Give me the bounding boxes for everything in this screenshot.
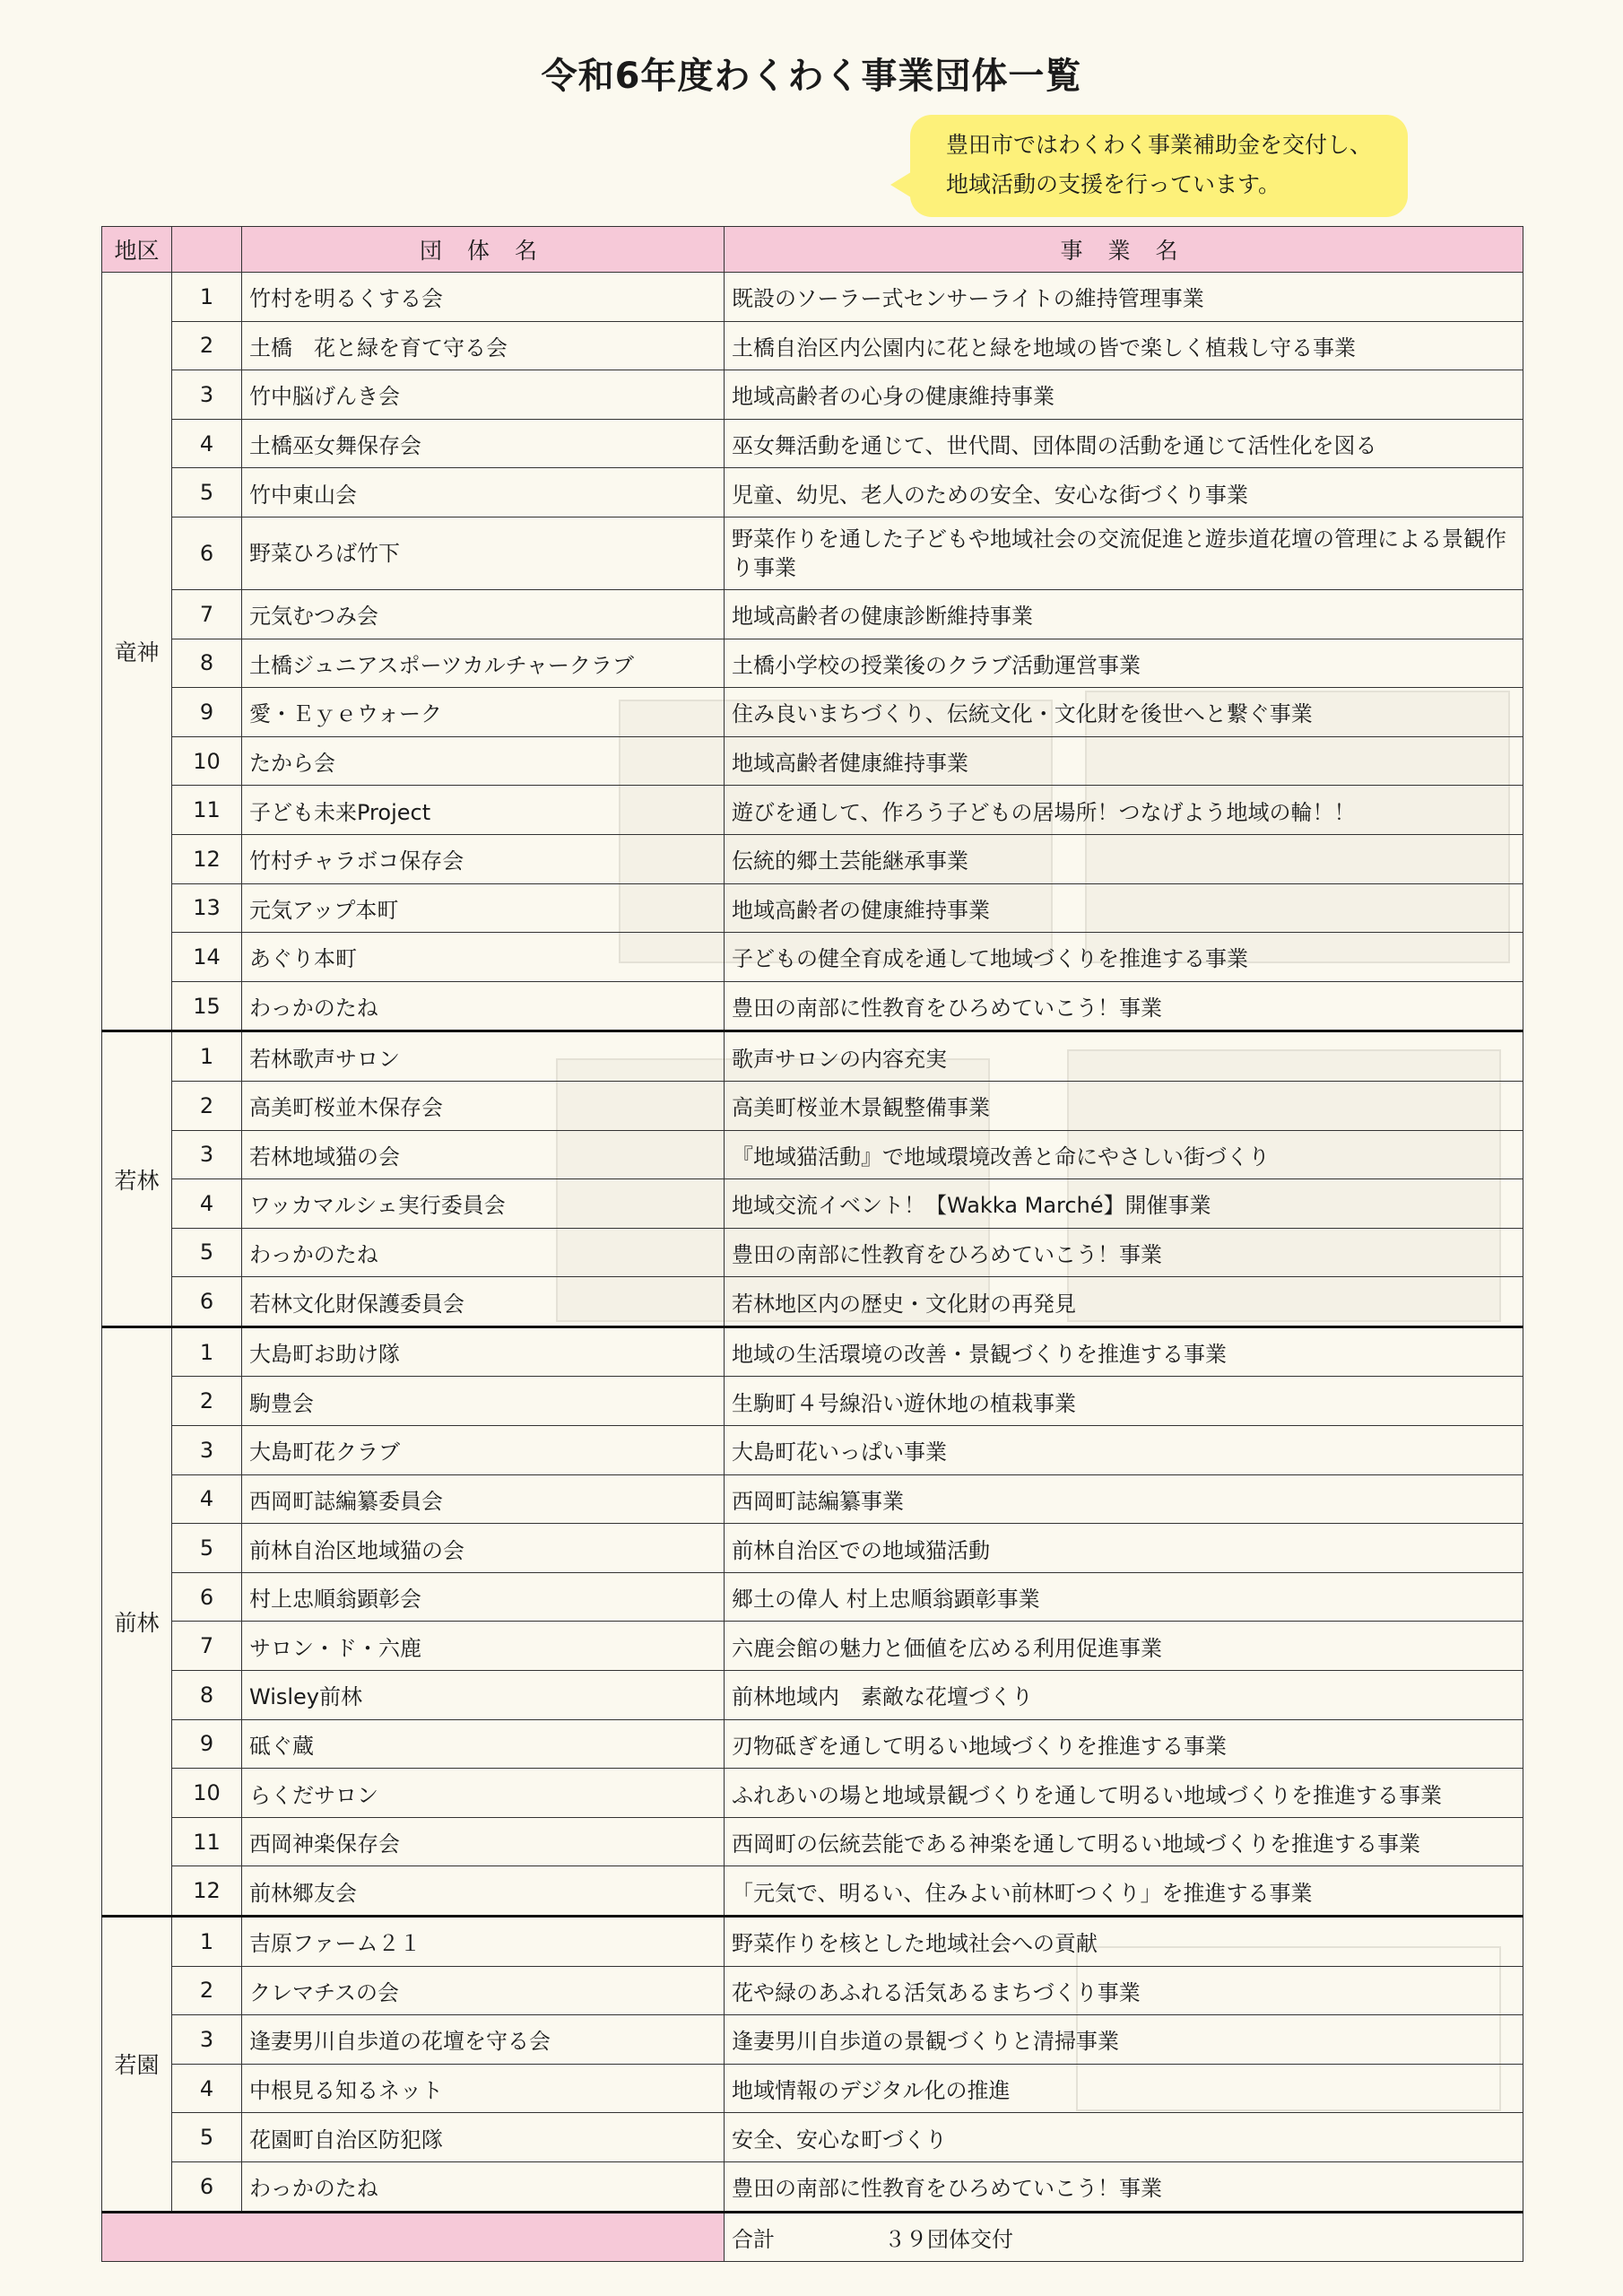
table-row bbox=[102, 1622, 1523, 1671]
row-number: 1 bbox=[172, 1917, 242, 1967]
project-name: 野菜作りを通した子どもや地域社会の交流促進と遊歩道花壇の管理による景観作り事業 bbox=[725, 517, 1523, 589]
row-number: 6 bbox=[172, 517, 242, 589]
row-number: 8 bbox=[172, 1671, 242, 1720]
project-name: 地域交流イベント！【Wakka Marché】開催事業 bbox=[725, 1179, 1523, 1229]
group-table bbox=[101, 226, 1523, 2262]
table-row bbox=[102, 1377, 1523, 1426]
project-name: 土橋自治区内公園内に花と緑を地域の皆で楽しく植栽し守る事業 bbox=[725, 321, 1523, 370]
row-number: 12 bbox=[172, 834, 242, 883]
row-number: 1 bbox=[172, 273, 242, 322]
header-number bbox=[172, 227, 242, 273]
header-area: 地区 bbox=[102, 227, 172, 273]
group-name: 元気むつみ会 bbox=[242, 589, 725, 639]
total-label: 合計 bbox=[732, 2226, 775, 2252]
row-number: 8 bbox=[172, 639, 242, 688]
table-row bbox=[102, 1719, 1523, 1769]
group-name: 花園町自治区防犯隊 bbox=[242, 2113, 725, 2162]
table-header-row bbox=[102, 227, 1523, 273]
group-name: 若林歌声サロン bbox=[242, 1031, 725, 1082]
group-name: 大島町お助け隊 bbox=[242, 1326, 725, 1377]
table-row bbox=[102, 1917, 1523, 1967]
group-name: 村上忠順翁顕彰会 bbox=[242, 1572, 725, 1622]
table-row bbox=[102, 1031, 1523, 1082]
group-name: 土橋ジュニアスポーツカルチャークラブ bbox=[242, 639, 725, 688]
row-number: 14 bbox=[172, 933, 242, 982]
project-name: 西岡町の伝統芸能である神楽を通して明るい地域づくりを推進する事業 bbox=[725, 1817, 1523, 1866]
group-name: 元気アップ本町 bbox=[242, 883, 725, 933]
table-row bbox=[102, 1572, 1523, 1622]
group-name: クレマチスの会 bbox=[242, 1966, 725, 2015]
total-blank bbox=[102, 2212, 725, 2261]
project-name: 「元気で、明るい、住みよい前林町つくり」を推進する事業 bbox=[725, 1866, 1523, 1917]
row-number: 5 bbox=[172, 1228, 242, 1277]
district-cell: 若林 bbox=[102, 1031, 172, 1327]
project-name: 地域高齢者の健康維持事業 bbox=[725, 883, 1523, 933]
project-name: 前林自治区での地域猫活動 bbox=[725, 1524, 1523, 1573]
table-row bbox=[102, 321, 1523, 370]
row-number: 15 bbox=[172, 981, 242, 1031]
table-row bbox=[102, 1671, 1523, 1720]
project-name: 児童、幼児、老人のための安全、安心な街づくり事業 bbox=[725, 468, 1523, 517]
bubble-line-2: 地域活動の支援を行っています。 bbox=[946, 171, 1281, 197]
group-name: 西岡神楽保存会 bbox=[242, 1817, 725, 1866]
project-name: 地域高齢者健康維持事業 bbox=[725, 736, 1523, 786]
row-number: 3 bbox=[172, 1130, 242, 1179]
table-row bbox=[102, 736, 1523, 786]
group-name: あぐり本町 bbox=[242, 933, 725, 982]
table-row bbox=[102, 1130, 1523, 1179]
row-number: 10 bbox=[172, 736, 242, 786]
district-cell: 竜神 bbox=[102, 273, 172, 1031]
row-number: 5 bbox=[172, 468, 242, 517]
project-name: 六鹿会館の魅力と価値を広める利用促進事業 bbox=[725, 1622, 1523, 1671]
total-value: ３９団体交付 bbox=[884, 2226, 1013, 2252]
row-number: 1 bbox=[172, 1031, 242, 1082]
group-name: 竹村を明るくする会 bbox=[242, 273, 725, 322]
project-name: 生駒町４号線沿い遊休地の植栽事業 bbox=[725, 1377, 1523, 1426]
table-row bbox=[102, 517, 1523, 589]
project-name: 既設のソーラー式センサーライトの維持管理事業 bbox=[725, 273, 1523, 322]
table-row bbox=[102, 1326, 1523, 1377]
row-number: 11 bbox=[172, 786, 242, 835]
group-name: 愛・Ｅｙｅウォーク bbox=[242, 688, 725, 737]
table-row bbox=[102, 688, 1523, 737]
table-row bbox=[102, 2161, 1523, 2212]
group-name: 大島町花クラブ bbox=[242, 1426, 725, 1475]
table-row bbox=[102, 933, 1523, 982]
group-name: 土橋巫女舞保存会 bbox=[242, 419, 725, 468]
group-name: 子ども未来Project bbox=[242, 786, 725, 835]
table-row bbox=[102, 786, 1523, 835]
group-name: 野菜ひろば竹下 bbox=[242, 517, 725, 589]
row-number: 11 bbox=[172, 1817, 242, 1866]
project-name: 『地域猫活動』で地域環境改善と命にやさしい街づくり bbox=[725, 1130, 1523, 1179]
group-name: 駒豊会 bbox=[242, 1377, 725, 1426]
bubble-line-1: 豊田市ではわくわく事業補助金を交付し、 bbox=[946, 132, 1373, 158]
group-name: わっかのたね bbox=[242, 1228, 725, 1277]
project-name: 地域情報のデジタル化の推進 bbox=[725, 2064, 1523, 2113]
table-row bbox=[102, 1524, 1523, 1573]
row-number: 6 bbox=[172, 1572, 242, 1622]
project-name: 地域高齢者の心身の健康維持事業 bbox=[725, 370, 1523, 420]
row-number: 4 bbox=[172, 1474, 242, 1524]
project-name: 地域高齢者の健康診断維持事業 bbox=[725, 589, 1523, 639]
row-number: 12 bbox=[172, 1866, 242, 1917]
group-name: 西岡町誌編纂委員会 bbox=[242, 1474, 725, 1524]
group-name: わっかのたね bbox=[242, 2161, 725, 2212]
table-row bbox=[102, 1426, 1523, 1475]
table-row bbox=[102, 1769, 1523, 1818]
project-name: 逢妻男川自歩道の景観づくりと清掃事業 bbox=[725, 2015, 1523, 2065]
group-name: Wisley前林 bbox=[242, 1671, 725, 1720]
table-row bbox=[102, 1081, 1523, 1130]
header-group: 団 体 名 bbox=[242, 227, 725, 273]
project-name: 刃物砥ぎを通して明るい地域づくりを推進する事業 bbox=[725, 1719, 1523, 1769]
project-name: 豊田の南部に性教育をひろめていこう！事業 bbox=[725, 2161, 1523, 2212]
row-number: 1 bbox=[172, 1326, 242, 1377]
project-name: 遊びを通して、作ろう子どもの居場所！つなげよう地域の輪！！ bbox=[725, 786, 1523, 835]
table-row bbox=[102, 639, 1523, 688]
table-row bbox=[102, 1474, 1523, 1524]
row-number: 6 bbox=[172, 1277, 242, 1327]
row-number: 9 bbox=[172, 1719, 242, 1769]
row-number: 6 bbox=[172, 2161, 242, 2212]
table-row bbox=[102, 1228, 1523, 1277]
row-number: 3 bbox=[172, 370, 242, 420]
group-name: 前林自治区地域猫の会 bbox=[242, 1524, 725, 1573]
total-row bbox=[102, 2212, 1523, 2261]
row-number: 2 bbox=[172, 1081, 242, 1130]
row-number: 5 bbox=[172, 1524, 242, 1573]
project-name: 大島町花いっぱい事業 bbox=[725, 1426, 1523, 1475]
speech-bubble bbox=[910, 115, 1408, 217]
page-title: 令和6年度わくわく事業団体一覧 bbox=[541, 55, 1082, 97]
project-name: 伝統的郷土芸能継承事業 bbox=[725, 834, 1523, 883]
project-name: 豊田の南部に性教育をひろめていこう！事業 bbox=[725, 1228, 1523, 1277]
row-number: 10 bbox=[172, 1769, 242, 1818]
project-name: 高美町桜並木景観整備事業 bbox=[725, 1081, 1523, 1130]
row-number: 4 bbox=[172, 419, 242, 468]
group-name: 土橋 花と緑を育て守る会 bbox=[242, 321, 725, 370]
group-name: 吉原ファーム２１ bbox=[242, 1917, 725, 1967]
group-name: 前林郷友会 bbox=[242, 1866, 725, 1917]
table-row bbox=[102, 834, 1523, 883]
district-cell: 若園 bbox=[102, 1917, 172, 2213]
header-project: 事 業 名 bbox=[725, 227, 1523, 273]
row-number: 3 bbox=[172, 2015, 242, 2065]
group-name: 砥ぐ蔵 bbox=[242, 1719, 725, 1769]
row-number: 2 bbox=[172, 1966, 242, 2015]
row-number: 3 bbox=[172, 1426, 242, 1475]
table-row bbox=[102, 883, 1523, 933]
project-name: 若林地区内の歴史・文化財の再発見 bbox=[725, 1277, 1523, 1327]
total-cell bbox=[725, 2212, 1523, 2261]
table-row bbox=[102, 2113, 1523, 2162]
group-name: わっかのたね bbox=[242, 981, 725, 1031]
table-row bbox=[102, 1179, 1523, 1229]
project-name: 豊田の南部に性教育をひろめていこう！事業 bbox=[725, 981, 1523, 1031]
table-row bbox=[102, 589, 1523, 639]
group-name: 中根見る知るネット bbox=[242, 2064, 725, 2113]
group-name: 竹村チャラボコ保存会 bbox=[242, 834, 725, 883]
row-number: 7 bbox=[172, 589, 242, 639]
group-name: らくだサロン bbox=[242, 1769, 725, 1818]
table-row bbox=[102, 370, 1523, 420]
table-row bbox=[102, 273, 1523, 322]
table-row bbox=[102, 1817, 1523, 1866]
table-row bbox=[102, 1277, 1523, 1327]
group-name: 高美町桜並木保存会 bbox=[242, 1081, 725, 1130]
project-name: 土橋小学校の授業後のクラブ活動運営事業 bbox=[725, 639, 1523, 688]
group-name: 若林地域猫の会 bbox=[242, 1130, 725, 1179]
table-row bbox=[102, 468, 1523, 517]
project-name: ふれあいの場と地域景観づくりを通して明るい地域づくりを推進する事業 bbox=[725, 1769, 1523, 1818]
project-name: 巫女舞活動を通じて、世代間、団体間の活動を通じて活性化を図る bbox=[725, 419, 1523, 468]
project-name: 西岡町誌編纂事業 bbox=[725, 1474, 1523, 1524]
row-number: 5 bbox=[172, 2113, 242, 2162]
row-number: 13 bbox=[172, 883, 242, 933]
project-name: 安全、安心な町づくり bbox=[725, 2113, 1523, 2162]
table-row bbox=[102, 1866, 1523, 1917]
project-name: 野菜作りを核とした地域社会への貢献 bbox=[725, 1917, 1523, 1967]
table-row bbox=[102, 2064, 1523, 2113]
project-name: 子どもの健全育成を通して地域づくりを推進する事業 bbox=[725, 933, 1523, 982]
group-name: ワッカマルシェ実行委員会 bbox=[242, 1179, 725, 1229]
project-name: 郷土の偉人 村上忠順翁顕彰事業 bbox=[725, 1572, 1523, 1622]
row-number: 4 bbox=[172, 1179, 242, 1229]
project-name: 花や緑のあふれる活気あるまちづくり事業 bbox=[725, 1966, 1523, 2015]
group-name: 竹中東山会 bbox=[242, 468, 725, 517]
row-number: 7 bbox=[172, 1622, 242, 1671]
table-row bbox=[102, 2015, 1523, 2065]
group-name: 若林文化財保護委員会 bbox=[242, 1277, 725, 1327]
group-name: 逢妻男川自歩道の花壇を守る会 bbox=[242, 2015, 725, 2065]
table-row bbox=[102, 1966, 1523, 2015]
row-number: 2 bbox=[172, 321, 242, 370]
row-number: 2 bbox=[172, 1377, 242, 1426]
project-name: 前林地域内 素敵な花壇づくり bbox=[725, 1671, 1523, 1720]
group-name: たから会 bbox=[242, 736, 725, 786]
table-row bbox=[102, 419, 1523, 468]
project-name: 住み良いまちづくり、伝統文化・文化財を後世へと繋ぐ事業 bbox=[725, 688, 1523, 737]
project-name: 地域の生活環境の改善・景観づくりを推進する事業 bbox=[725, 1326, 1523, 1377]
project-name: 歌声サロンの内容充実 bbox=[725, 1031, 1523, 1082]
row-number: 9 bbox=[172, 688, 242, 737]
district-cell: 前林 bbox=[102, 1326, 172, 1916]
row-number: 4 bbox=[172, 2064, 242, 2113]
group-name: 竹中脳げんき会 bbox=[242, 370, 725, 420]
group-name: サロン・ド・六鹿 bbox=[242, 1622, 725, 1671]
table-row bbox=[102, 981, 1523, 1031]
